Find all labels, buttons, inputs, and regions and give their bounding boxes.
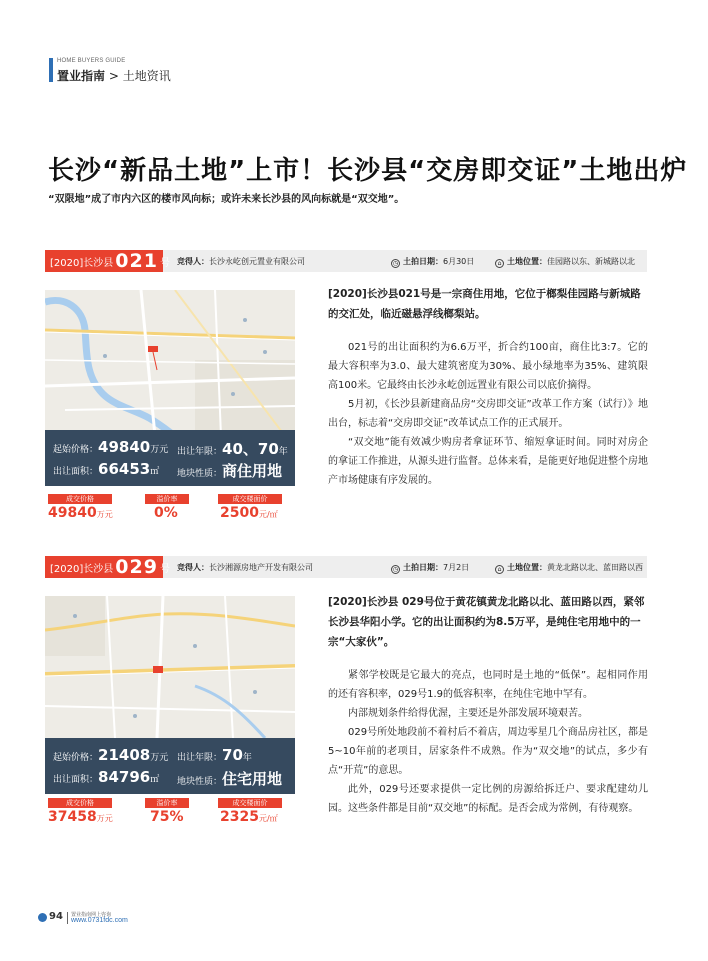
location-icon: ⌂ [495,259,504,268]
lot-buyer [177,256,305,267]
location-value: 黄龙北路以北、蓝田路以西 [547,563,643,572]
clock-icon: ◷ [392,260,399,267]
premium-label: 溢价率 [145,798,189,808]
start-price-value: 49840 [98,438,151,456]
lot-header-029 [45,556,647,578]
location-label: 土地位置： [507,563,547,572]
date-value: 7月2日 [443,563,470,572]
date-value: 6月30日 [443,257,475,266]
page-dot-icon [38,913,47,922]
years-value: 70 [222,746,243,764]
floor-price [220,809,278,825]
lease-years [177,746,252,764]
lot-location [495,256,635,268]
lot-021-info-panel [45,430,295,486]
deal-price-label: 成交价格 [48,798,112,808]
premium-label: 溢价率 [145,494,189,504]
use-value: 商住用地 [222,462,283,480]
premium-rate: 75% [150,809,184,825]
lot-tag-suffix: 号 [159,257,170,269]
deal-price [48,505,113,521]
lot-location [495,562,643,574]
floor-price-label: 成交楼面价 [218,494,282,504]
lot-number: 029 [115,556,158,578]
years-label: 出让年限： [177,447,223,457]
start-price-unit: 万元 [150,753,169,763]
lot-tag-suffix: 号 [159,563,170,575]
deal-price-unit: 万元 [96,510,113,519]
floor-price-unit: 元/㎡ [258,510,278,519]
article-subtitle: “双限地”成了市内六区的楼市风向标；或许未来长沙县的风向标就是“双交地”。 [48,194,405,205]
lot-029-text [328,592,648,818]
paragraph: 紧邻学校既是它最大的亮点，也同时是土地的“低保”。起相同作用的还有容积率，029号1.9的低容积率，在纯住宅地中罕有。 [328,670,648,700]
buyer-label: 竞得人： [177,563,209,572]
lease-years [177,438,288,459]
date-label: 土拍日期： [403,563,443,572]
start-price [53,746,168,764]
lot-buyer [177,562,313,573]
breadcrumb-separator: > [108,69,119,83]
area-label: 出让面积： [53,775,99,785]
lot-029-lead: [2020]长沙县 029号位于黄花镇黄龙北路以北、蓝田路以西，紧邻长沙县华阳小学。它的出让面积约为8.5万平，是纯住宅用地中的一宗“大家伙”。 [328,596,645,648]
start-price-label: 起始价格： [53,445,99,455]
section-en-label: HOME BUYERS GUIDE [57,58,126,64]
location-value: 佳园路以东、新城路以北 [547,257,635,266]
area-unit: ㎡ [150,775,160,785]
land-area [53,768,159,786]
years-unit: 年 [278,447,288,457]
deal-price [48,809,113,825]
buyer-label: 竞得人： [177,257,209,266]
section-subtitle: 土地资讯 [122,69,171,83]
floor-price-value: 2500 [220,505,259,521]
start-price-value: 21408 [98,746,151,764]
paragraph: 内部规划条件给得优渥，主要还是外部发展环境艰苦。 [348,708,588,719]
lot-date [391,256,474,268]
clock-icon: ◷ [392,566,399,573]
section-breadcrumb [57,67,171,84]
use-label: 地块性质： [177,777,223,787]
section-title: 置业指南 [57,69,106,83]
lot-021-text [328,284,648,490]
location-icon: ⌂ [495,565,504,574]
lot-029-info-panel [45,738,295,794]
buyer-value: 长沙永屹创元置业有限公司 [209,257,305,266]
map-lot-029 [45,596,295,738]
date-label: 土拍日期： [403,257,443,266]
start-price-label: 起始价格： [53,753,99,763]
lot-tag [45,556,170,578]
use-label: 地块性质： [177,469,223,479]
lot-header-021 [45,250,647,272]
area-value: 84796 [98,768,151,786]
location-label: 土地位置： [507,257,547,266]
lot-021-lead: [2020]长沙县021号是一宗商住用地，它位于榔梨佳园路与新城路的交汇处，临近磁悬浮线榔梨站。 [328,288,641,320]
page-number: 94 [49,911,63,922]
footer-divider [67,912,68,924]
paragraph: 029号所处地段前不着村后不着店，周边零星几个商品房社区，都是5~10年前的老项目，居家条件不成熟。作为“双交地”的试点，多少有点“开荒”的意思。 [328,727,648,776]
area-value: 66453 [98,460,151,478]
land-area [53,460,159,478]
deal-price-unit: 万元 [96,814,113,823]
area-unit: ㎡ [150,467,160,477]
area-label: 出让面积： [53,467,99,477]
map-lot-021 [45,290,295,436]
paragraph: 021号的出让面积约为6.6万平，折合约100亩，商住比3:7。它的最大容积率为3.0、最大建筑密度为30%、最小绿地率为35%、建筑限高100米。它最终由长沙永屹创远置业有限公司以底价摘得。 [328,342,648,391]
deal-price-value: 37458 [48,809,97,825]
floor-price-value: 2325 [220,809,259,825]
lot-tag-prefix: [2020]长沙县 [50,257,114,269]
years-label: 出让年限： [177,753,223,763]
lot-tag-prefix: [2020]长沙县 [50,563,114,575]
footer-label: 置业指南网上咨询 [71,912,112,918]
paragraph: “双交地”能有效减少购房者拿证环节、缩短拿证时间。同时对房企的拿证工作推进，从源头进行监督。总体来看，是能更好地促进整个房地产市场健康有序发展的。 [328,437,648,486]
lot-number: 021 [115,250,158,272]
floor-price-label: 成交楼面价 [218,798,282,808]
use-value: 住宅用地 [222,770,283,788]
article-title: 长沙“新品土地”上市！长沙县“交房即交证”土地出炉 [48,156,688,186]
lot-date [391,562,469,574]
deal-price-label: 成交价格 [48,494,112,504]
years-unit: 年 [242,753,252,763]
footer-url[interactable]: www.0731fdc.com [71,917,128,924]
lot-tag [45,250,170,272]
floor-price [220,505,278,521]
start-price [53,438,168,456]
start-price-unit: 万元 [150,445,169,455]
floor-price-unit: 元/㎡ [258,814,278,823]
premium-rate: 0% [154,505,178,521]
paragraph: 此外，029号还要求提供一定比例的房源给拆迁户、要求配建幼儿园。这些条件都是目前“双交地”的标配。是否会成为常例，有待观察。 [328,784,648,814]
section-accent-bar [49,58,53,82]
land-use [177,768,282,789]
land-use [177,460,282,481]
years-value: 40、70 [222,440,279,458]
deal-price-value: 49840 [48,505,97,521]
buyer-value: 长沙湘源房地产开发有限公司 [209,563,313,572]
paragraph: 5月初，《长沙县新建商品房“交房即交证”改革工作方案（试行）》地出台，标志着“交房即交证”改革试点工作的正式展开。 [328,399,648,429]
